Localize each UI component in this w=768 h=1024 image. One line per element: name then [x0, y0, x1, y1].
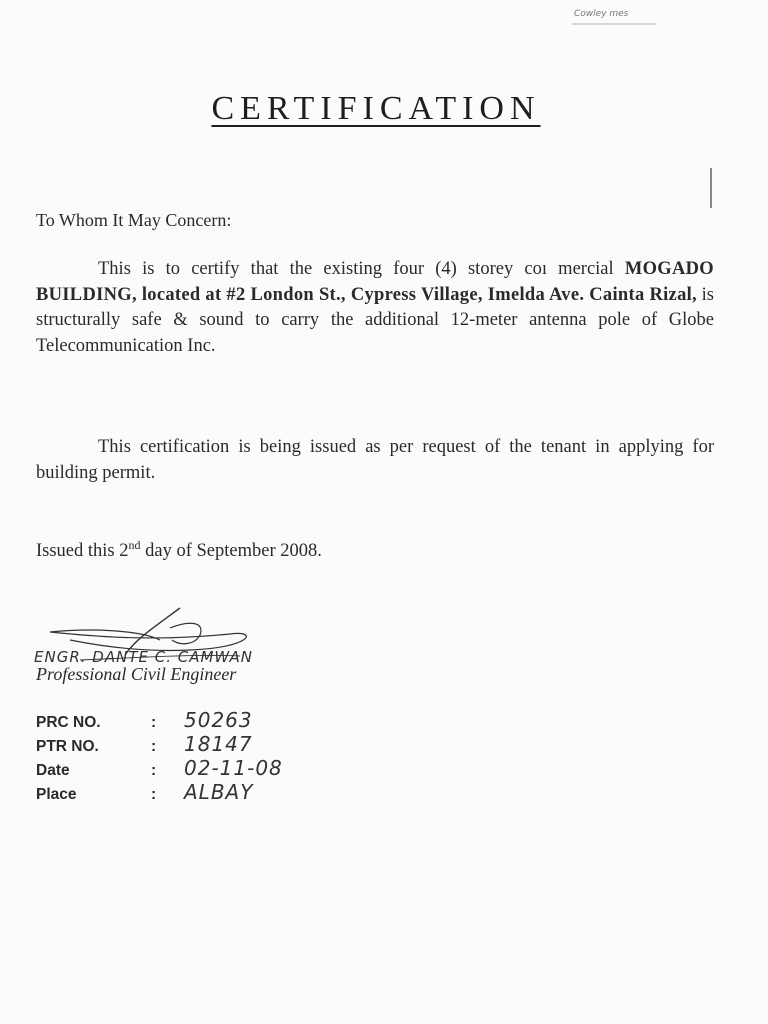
place-label: Place: [36, 786, 77, 803]
paragraph-intro: This is to certify that the existing four (4) storey coı mercial: [98, 259, 625, 279]
place-colon: :: [151, 786, 157, 803]
issued-prefix: Issued this 2: [36, 541, 129, 562]
issued-rest: day of September 2008.: [140, 541, 322, 562]
corner-note-drawing: [560, 4, 670, 30]
prc-label: PRC NO.: [36, 714, 101, 731]
ptr-value: 18147: [184, 732, 253, 756]
date-colon: :: [151, 762, 157, 779]
ptr-label: PTR NO.: [36, 738, 99, 755]
ptr-colon: :: [151, 738, 157, 755]
margin-mark: [710, 168, 712, 208]
salutation: To Whom It May Concern:: [36, 210, 232, 230]
credentials-block: [36, 708, 336, 808]
certification-paragraph: [36, 257, 714, 359]
date-value: 02-11-08: [184, 756, 283, 780]
issued-ordinal: nd: [128, 538, 141, 552]
paragraph-rest: is structurally safe & sound to carry the additional 12-meter antenna pole of Globe Telecommunication Inc.: [36, 284, 715, 356]
signatory-role: Professional Civil Engineer: [36, 664, 237, 684]
issued-date-line: [36, 538, 322, 562]
purpose-text: This certification is being issued as per request of the tenant in applying for building permit.: [36, 437, 714, 483]
prc-value: 50263: [184, 708, 253, 732]
signature-name: ENGR. DANTE C. CAMWAN: [34, 648, 253, 666]
corner-handwritten-note: [560, 4, 670, 30]
date-label: Date: [36, 762, 70, 779]
corner-note-text: Cowley mes: [574, 9, 629, 19]
purpose-paragraph: [36, 435, 714, 486]
place-value: ALBAY: [184, 780, 254, 804]
place-row: [36, 780, 336, 808]
building-address: MOGADO BUILDING, located at #2 London St., Cypress Village, Imelda Ave. Cainta Rizal,: [36, 259, 714, 305]
document-title: CERTIFICATION: [211, 90, 541, 127]
prc-colon: :: [151, 714, 157, 731]
